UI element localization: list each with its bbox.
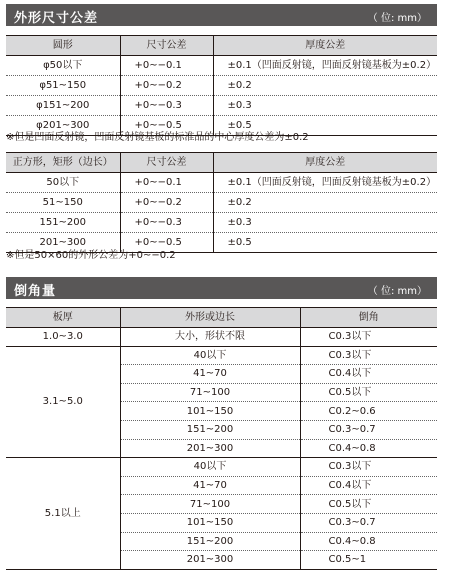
table-row [6, 458, 437, 477]
table-header-row [6, 36, 437, 56]
table-cell: 50以下 [6, 173, 120, 193]
table-cell: 1.0~3.0 [6, 328, 120, 347]
unit-label: （ 位: mm） [367, 286, 427, 297]
thickness-cell: 5.1以上 [6, 458, 120, 570]
table-cell: ±0.3 [213, 213, 437, 233]
table-cell: +0~−0.3 [120, 213, 213, 233]
table-cell: 201~300 [6, 233, 120, 253]
table-cell: C0.3以下 [300, 328, 437, 347]
table-cell: 201~300 [120, 439, 300, 458]
table-cell: ±0.2 [213, 76, 437, 96]
table-cell: C0.3~0.7 [300, 420, 437, 439]
table-cell: +0~−0.1 [120, 56, 213, 76]
section-header-chamfer [6, 277, 437, 299]
table-cell: C0.2~0.6 [300, 402, 437, 421]
column-header: 外形或边长 [120, 308, 300, 328]
table-row [6, 173, 437, 193]
table-cell: +0~−0.2 [120, 193, 213, 213]
unit-label: （ 位: mm） [367, 13, 427, 24]
section-header-tolerance [6, 4, 437, 26]
section-title: 倒角量 [14, 284, 57, 299]
table-cell: C0.4以下 [300, 365, 437, 384]
table-cell: +0~−0.5 [120, 233, 213, 253]
table-cell: ±0.2 [213, 193, 437, 213]
table-cell: 41~70 [120, 476, 300, 495]
table-cell: ±0.1（凹面反射镜，凹面反射镜基板为±0.2） [213, 173, 437, 193]
table-cell: 101~150 [120, 513, 300, 532]
table-cell: +0~−0.5 [120, 116, 213, 136]
table-row [6, 56, 437, 76]
table-row [6, 346, 437, 365]
column-header: 厚度公差 [213, 153, 437, 173]
column-header: 厚度公差 [213, 36, 437, 56]
table-cell: C0.3以下 [300, 458, 437, 477]
column-header: 尺寸公差 [120, 153, 213, 173]
table-cell: C0.3~0.7 [300, 513, 437, 532]
table-cell: 40以下 [120, 346, 300, 365]
footnote: ※但是凹面反射镜，凹面反射镜基板的标准品的中心厚度公差为±0.2 [6, 132, 309, 143]
table-cell: ±0.5 [213, 233, 437, 253]
table-cell: 151~200 [6, 213, 120, 233]
table-cell: C0.4~0.8 [300, 439, 437, 458]
table-header-row [6, 153, 437, 173]
table-cell: C0.3以下 [300, 346, 437, 365]
table-row [6, 213, 437, 233]
table-cell: 101~150 [120, 402, 300, 421]
table-row [6, 76, 437, 96]
table-cell: +0~−0.3 [120, 96, 213, 116]
table-row [6, 193, 437, 213]
round-tolerance-table [6, 35, 437, 136]
table-cell: φ51~150 [6, 76, 120, 96]
column-header: 倒角 [300, 308, 437, 328]
table-cell: +0~−0.2 [120, 76, 213, 96]
table-cell: 71~100 [120, 495, 300, 514]
section-title: 外形尺寸公差 [14, 11, 99, 26]
table-cell: ±0.1（凹面反射镜，凹面反射镜基板为±0.2） [213, 56, 437, 76]
table-row [6, 96, 437, 116]
table-cell: 151~200 [120, 420, 300, 439]
table-cell: 151~200 [120, 532, 300, 551]
square-tolerance-table [6, 152, 437, 253]
table-cell: C0.5~1 [300, 551, 437, 570]
table-cell: 大小，形状不限 [120, 328, 300, 347]
table-cell: φ50以下 [6, 56, 120, 76]
table-cell: ±0.3 [213, 96, 437, 116]
footnote: ※但是50×60的外形公差为+0~−0.2 [6, 250, 176, 261]
table-cell: φ151~200 [6, 96, 120, 116]
table-cell: C0.4~0.8 [300, 532, 437, 551]
table-cell: +0~−0.1 [120, 173, 213, 193]
thickness-cell: 3.1~5.0 [6, 346, 120, 458]
table-cell: C0.5以下 [300, 495, 437, 514]
chamfer-table [6, 307, 437, 570]
column-header: 正方形，矩形（边长） [6, 153, 120, 173]
column-header: 圆形 [6, 36, 120, 56]
table-cell: 41~70 [120, 365, 300, 384]
table-cell: 201~300 [120, 551, 300, 570]
table-header-row [6, 308, 437, 328]
table-cell: 51~150 [6, 193, 120, 213]
table-row [6, 328, 437, 347]
table-cell: C0.4以下 [300, 476, 437, 495]
table-cell: φ201~300 [6, 116, 120, 136]
column-header: 尺寸公差 [120, 36, 213, 56]
table-cell: ±0.5 [213, 116, 437, 136]
column-header: 板厚 [6, 308, 120, 328]
table-cell: 40以下 [120, 458, 300, 477]
table-cell: C0.5以下 [300, 383, 437, 402]
table-cell: 71~100 [120, 383, 300, 402]
